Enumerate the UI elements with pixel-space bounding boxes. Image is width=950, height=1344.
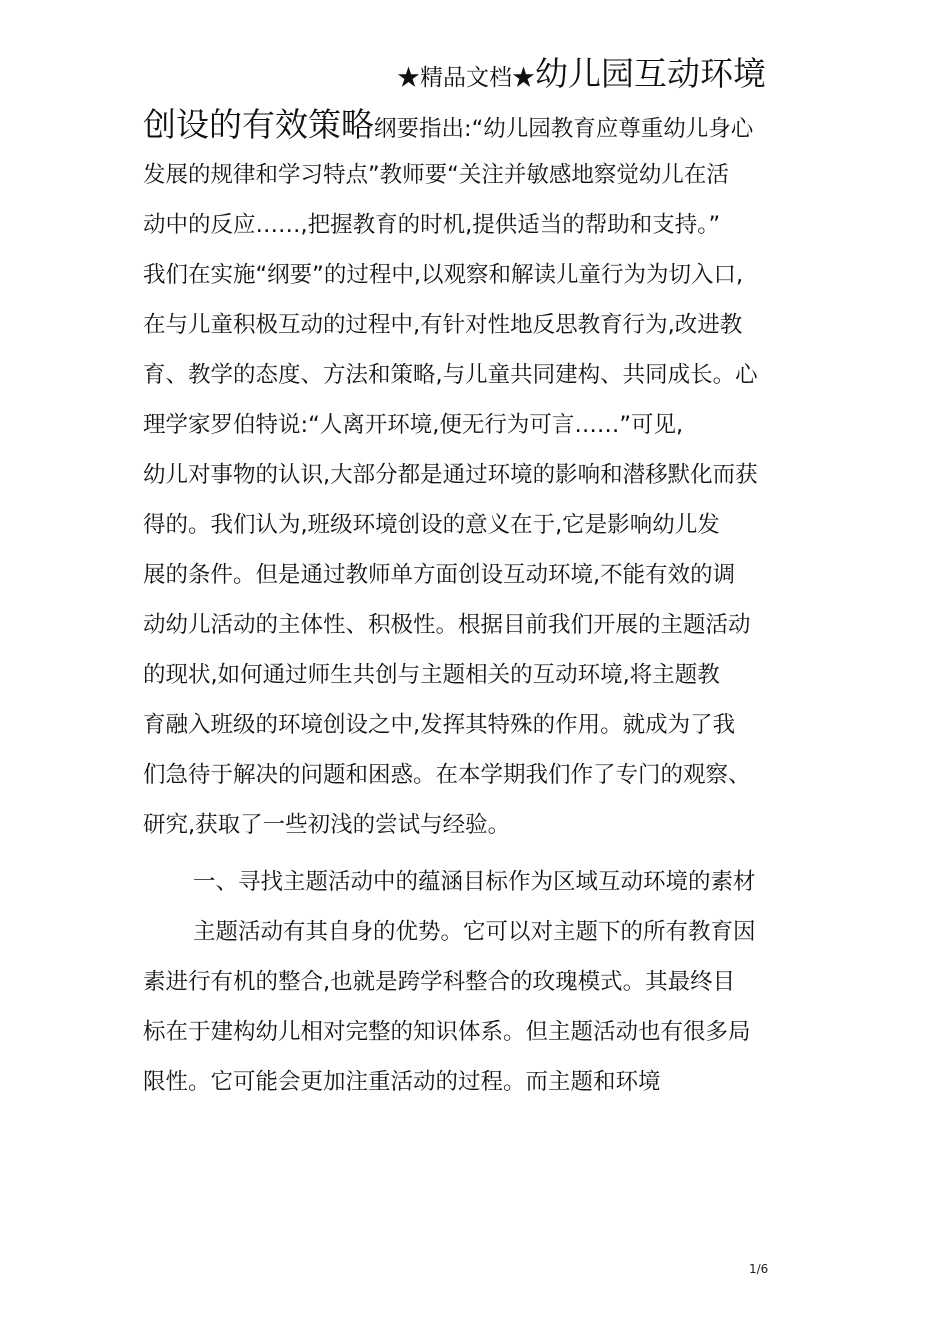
body-text-line: 在与儿童积极互动的过程中,有针对性地反思教育行为,改进教 bbox=[143, 312, 743, 338]
page-number: 1/6 bbox=[749, 1262, 769, 1276]
body-text-line: 幼儿对事物的认识,大部分都是通过环境的影响和潜移默化而获 bbox=[143, 462, 758, 488]
body-text-line: 的现状,如何通过师生共创与主题相关的互动环境,将主题教 bbox=[143, 662, 720, 688]
body-text-line: 育融入班级的环境创设之中,发挥其特殊的作用。就成为了我 bbox=[143, 712, 736, 738]
body-text-line: 主题活动有其自身的优势。它可以对主题下的所有教育因 bbox=[193, 919, 756, 945]
body-text-line: 我们在实施“纲要”的过程中,以观察和解读儿童行为为切入口, bbox=[143, 262, 744, 288]
document-title-part2: 创设的有效策略 bbox=[143, 105, 374, 144]
body-text-line: 们急待于解决的问题和困惑。在本学期我们作了专门的观察、 bbox=[143, 762, 751, 788]
body-text-line: 育、教学的态度、方法和策略,与儿童共同建构、共同成长。心 bbox=[143, 362, 758, 388]
body-text-line: 展的条件。但是通过教师单方面创设互动环境,不能有效的调 bbox=[143, 562, 736, 588]
body-text-line: 纲要指出:“幼儿园教育应尊重幼儿身心 bbox=[374, 116, 754, 142]
body-text-line: 理学家罗伯特说:“人离开环境,便无行为可言……”可见, bbox=[143, 412, 684, 438]
body-text-line: 得的。我们认为,班级环境创设的意义在于,它是影响幼儿发 bbox=[143, 512, 720, 538]
body-text-line: 发展的规律和学习特点”教师要“关注并敏感地察觉幼儿在活 bbox=[143, 162, 729, 188]
document-header bbox=[397, 52, 766, 103]
body-text-line: 素进行有机的整合,也就是跨学科整合的玫瑰模式。其最终目 bbox=[143, 969, 736, 995]
body-text-line: 研究,获取了一些初浅的尝试与经验。 bbox=[143, 812, 511, 838]
body-text-line: 动中的反应……,把握教育的时机,提供适当的帮助和支持。” bbox=[143, 212, 721, 238]
body-text-line: 限性。它可能会更加注重活动的过程。而主题和环境 bbox=[143, 1069, 661, 1095]
document-title-part1: 幼儿园互动环境 bbox=[535, 54, 766, 93]
body-text-line: 动幼儿活动的主体性、积极性。根据目前我们开展的主题活动 bbox=[143, 612, 751, 638]
first-line bbox=[143, 103, 753, 153]
header-mark: ★精品文档★ bbox=[397, 65, 535, 91]
section-heading: 一、寻找主题活动中的蕴涵目标作为区域互动环境的素材 bbox=[193, 869, 756, 895]
body-text-line: 标在于建构幼儿相对完整的知识体系。但主题活动也有很多局 bbox=[143, 1019, 751, 1045]
